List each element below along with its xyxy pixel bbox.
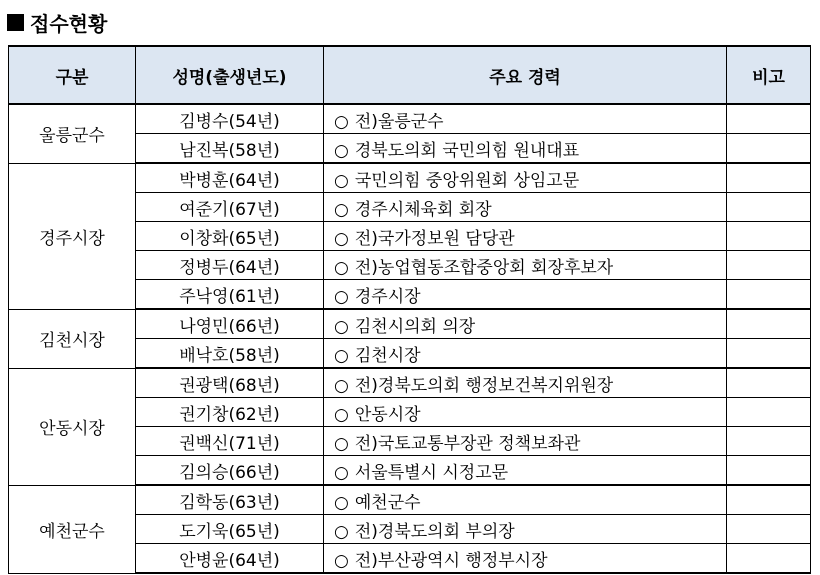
career-text: 경주시장 (354, 286, 421, 307)
table-row (9, 309, 811, 339)
career-cell (324, 544, 727, 574)
note-cell (727, 309, 811, 339)
candidate-name-cell: 안병윤(64년) (136, 544, 324, 574)
table-row (9, 104, 811, 134)
career-text: 전)농업협동조합중앙회 회장후보자 (354, 257, 614, 278)
career-cell (324, 163, 727, 193)
region-cell: 김천시장 (9, 309, 136, 368)
note-cell (727, 163, 811, 193)
career-cell (324, 134, 727, 164)
header-name: 성명(출생년도) (136, 46, 324, 104)
candidate-name-cell: 남진복(58년) (136, 134, 324, 164)
candidate-name-cell: 권백신(71년) (136, 427, 324, 456)
bullet-icon: ○ (334, 433, 349, 454)
table-row (9, 368, 811, 398)
applicant-table (8, 45, 811, 574)
note-cell (727, 280, 811, 310)
candidate-name-cell: 김병수(54년) (136, 104, 324, 134)
header-note: 비고 (727, 46, 811, 104)
page-title (7, 6, 107, 38)
note-cell (727, 104, 811, 134)
region-cell: 예천군수 (9, 485, 136, 573)
header-category: 구분 (9, 46, 136, 104)
career-text: 전)국토교통부장관 정책보좌관 (354, 433, 581, 454)
career-text: 국민의힘 중앙위원회 상임고문 (354, 170, 580, 191)
note-cell (727, 222, 811, 251)
note-cell (727, 368, 811, 398)
note-cell (727, 456, 811, 486)
bullet-icon: ○ (334, 228, 349, 249)
career-text: 전)경북도의회 부의장 (354, 521, 515, 542)
note-cell (727, 398, 811, 427)
career-cell (324, 368, 727, 398)
candidate-name-cell: 권기창(62년) (136, 398, 324, 427)
region-cell: 울릉군수 (9, 104, 136, 163)
note-cell (727, 339, 811, 369)
career-text: 전)부산광역시 행정부시장 (354, 550, 548, 571)
bullet-icon: ○ (334, 375, 349, 396)
bullet-icon: ○ (334, 345, 349, 366)
career-cell (324, 193, 727, 222)
career-cell (324, 398, 727, 427)
career-text: 김천시장 (354, 345, 421, 366)
career-cell (324, 485, 727, 515)
candidate-name-cell: 여준기(67년) (136, 193, 324, 222)
career-text: 전)국가정보원 담당관 (354, 228, 515, 249)
career-text: 서울특별시 시정고문 (354, 462, 509, 483)
header-career: 주요 경력 (324, 46, 727, 104)
table-row (9, 485, 811, 515)
career-text: 전)경북도의회 행정보건복지위원장 (354, 375, 614, 396)
career-text: 전)울릉군수 (354, 111, 444, 132)
career-text: 경북도의회 국민의힘 원내대표 (354, 140, 580, 161)
career-cell (324, 222, 727, 251)
note-cell (727, 193, 811, 222)
career-text: 김천시의회 의장 (354, 316, 476, 337)
table-body (9, 104, 811, 573)
bullet-icon: ○ (334, 111, 349, 132)
bullet-icon: ○ (334, 199, 349, 220)
bullet-icon: ○ (334, 257, 349, 278)
candidate-name-cell: 정병두(64년) (136, 251, 324, 280)
career-cell (324, 251, 727, 280)
candidate-name-cell: 이창화(65년) (136, 222, 324, 251)
note-cell (727, 134, 811, 164)
region-cell: 안동시장 (9, 368, 136, 485)
candidate-name-cell: 배낙호(58년) (136, 339, 324, 369)
bullet-icon: ○ (334, 170, 349, 191)
career-cell (324, 339, 727, 369)
bullet-icon: ○ (334, 521, 349, 542)
candidate-name-cell: 김의승(66년) (136, 456, 324, 486)
bullet-icon: ○ (334, 492, 349, 513)
note-cell (727, 427, 811, 456)
region-cell: 경주시장 (9, 163, 136, 309)
career-cell (324, 427, 727, 456)
note-cell (727, 251, 811, 280)
bullet-icon: ○ (334, 286, 349, 307)
career-cell (324, 104, 727, 134)
bullet-icon: ○ (334, 140, 349, 161)
career-cell (324, 309, 727, 339)
career-cell (324, 515, 727, 544)
career-cell (324, 280, 727, 310)
table-header-row (9, 46, 811, 104)
career-cell (324, 456, 727, 486)
bullet-icon: ○ (334, 404, 349, 425)
candidate-name-cell: 나영민(66년) (136, 309, 324, 339)
bullet-icon: ○ (334, 462, 349, 483)
candidate-name-cell: 박병훈(64년) (136, 163, 324, 193)
note-cell (727, 485, 811, 515)
career-text: 안동시장 (354, 404, 421, 425)
candidate-name-cell: 김학동(63년) (136, 485, 324, 515)
note-cell (727, 515, 811, 544)
page-title-text: 접수현황 (30, 11, 108, 36)
bullet-icon: ○ (334, 550, 349, 571)
table-row (9, 163, 811, 193)
candidate-name-cell: 도기욱(65년) (136, 515, 324, 544)
note-cell (727, 544, 811, 574)
career-text: 예천군수 (354, 492, 421, 513)
black-square-icon (7, 14, 24, 31)
candidate-name-cell: 주낙영(61년) (136, 280, 324, 310)
career-text: 경주시체육회 회장 (354, 199, 492, 220)
bullet-icon: ○ (334, 316, 349, 337)
candidate-name-cell: 권광택(68년) (136, 368, 324, 398)
